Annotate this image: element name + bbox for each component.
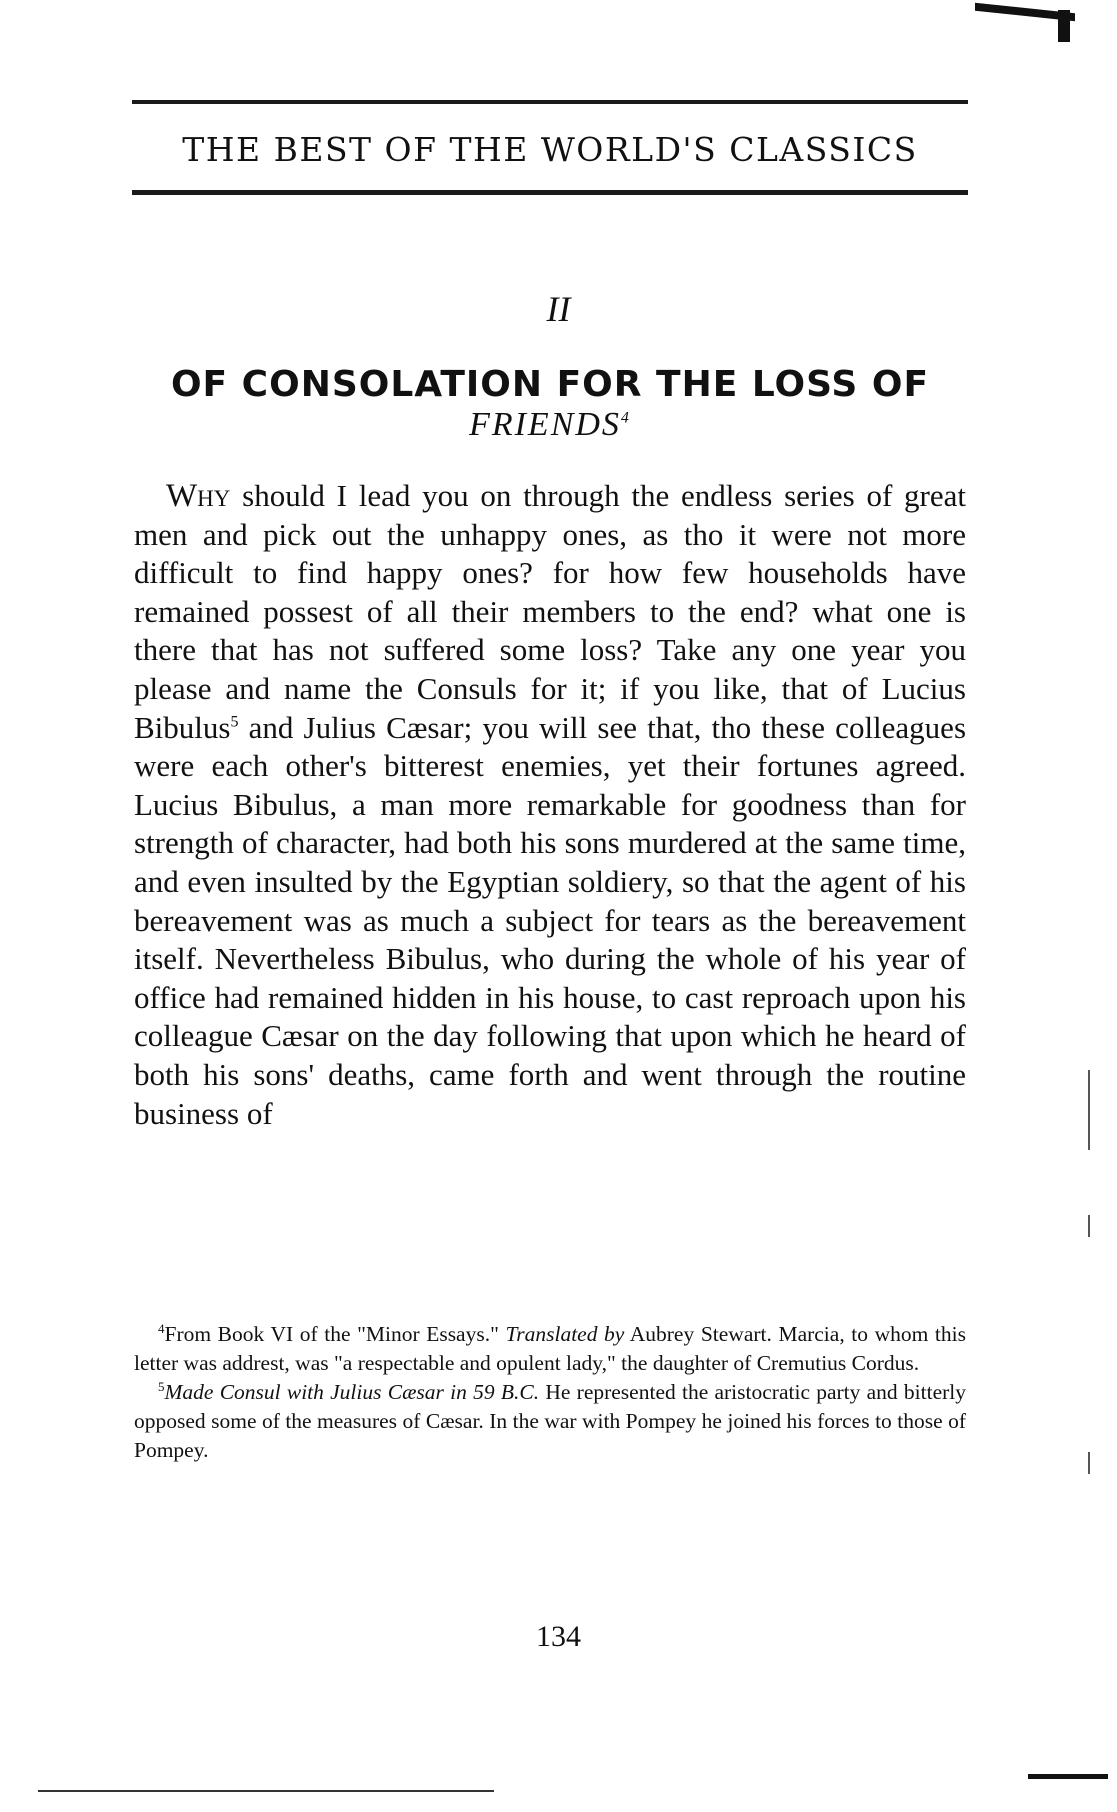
footnote-marker: 5 bbox=[158, 1378, 165, 1394]
footnote-text: From Book VI of the "Minor Essays." bbox=[164, 1322, 499, 1346]
chapter-title-line2 bbox=[132, 405, 968, 445]
header-rule-bottom bbox=[132, 190, 968, 195]
running-head: THE BEST OF THE WORLD'S CLASSICS bbox=[182, 130, 918, 169]
footnote-text: He represented the aristocratic party and bitterly opposed some of the measures of Cæsar. In the war with Pompey he joined his forces to those of Pompey. bbox=[134, 1380, 967, 1462]
body-text-part2: and Julius Cæsar; you will see that, tho these colleagues were each other's bitterest enemies, yet their fortunes agreed. Lucius Bibulus, a man more remarkable for goodness than for strength of character, had both his sons murdered at the same time, and even insulted by the Egyptian soldiery, so that the agent of his bereavement was as much a subject for tears as the bereavement itself. Nevertheless Bibulus, who during the whole of his year of office had remained hidden in his house, to cast reproach upon his colleague Cæsar on the day following that upon which he heard of both his sons' deaths, came forth and went through the routine business of bbox=[134, 709, 967, 1131]
footnote-text: Aubrey Stewart. Marcia, to whom this letter was addrest, was "a respectable and opulent lady," the daughter of Cremutius Cordus. bbox=[134, 1322, 966, 1375]
footnote-text-italic: B.C. bbox=[500, 1380, 540, 1404]
lead-word: Why bbox=[166, 478, 231, 514]
header-rule-top bbox=[132, 100, 968, 104]
corner-mark-tick bbox=[1058, 10, 1070, 42]
scan-edge-line bbox=[1088, 1452, 1090, 1474]
chapter-title-word: FRIENDS bbox=[469, 406, 621, 443]
footnote-marker: 4 bbox=[158, 1320, 165, 1336]
body-footnote-marker: 5 bbox=[230, 713, 239, 731]
scan-bottom-line bbox=[38, 1790, 494, 1792]
chapter-title bbox=[132, 365, 968, 445]
footnote bbox=[134, 1320, 966, 1378]
scan-edge-line bbox=[1088, 1070, 1090, 1150]
body-text-part1: should I lead you on through the endless series of great men and pick out the unhappy ones, as tho it were not more difficult to find happy ones? for how few households have remained possest of all their members to the end? what one is there that has not suffered some loss? Take any one year you please and name the Consuls for it; if you like, that of Lucius Bibulus bbox=[134, 478, 966, 745]
footnotes bbox=[134, 1320, 966, 1465]
chapter-title-line1: OF CONSOLATION FOR THE LOSS OF bbox=[170, 364, 930, 405]
page-number: 134 bbox=[536, 1620, 581, 1653]
body-paragraph bbox=[134, 477, 966, 1133]
corner-mark bbox=[1028, 1774, 1108, 1779]
title-footnote-marker: 4 bbox=[620, 409, 631, 427]
footnote bbox=[134, 1378, 966, 1465]
scan-edge-line bbox=[1088, 1215, 1090, 1237]
footnote-text-italic: Made Consul with Julius Cæsar in 59 bbox=[164, 1380, 495, 1404]
chapter-number: II bbox=[546, 289, 571, 329]
footnote-text-italic: Translated by bbox=[505, 1322, 625, 1346]
